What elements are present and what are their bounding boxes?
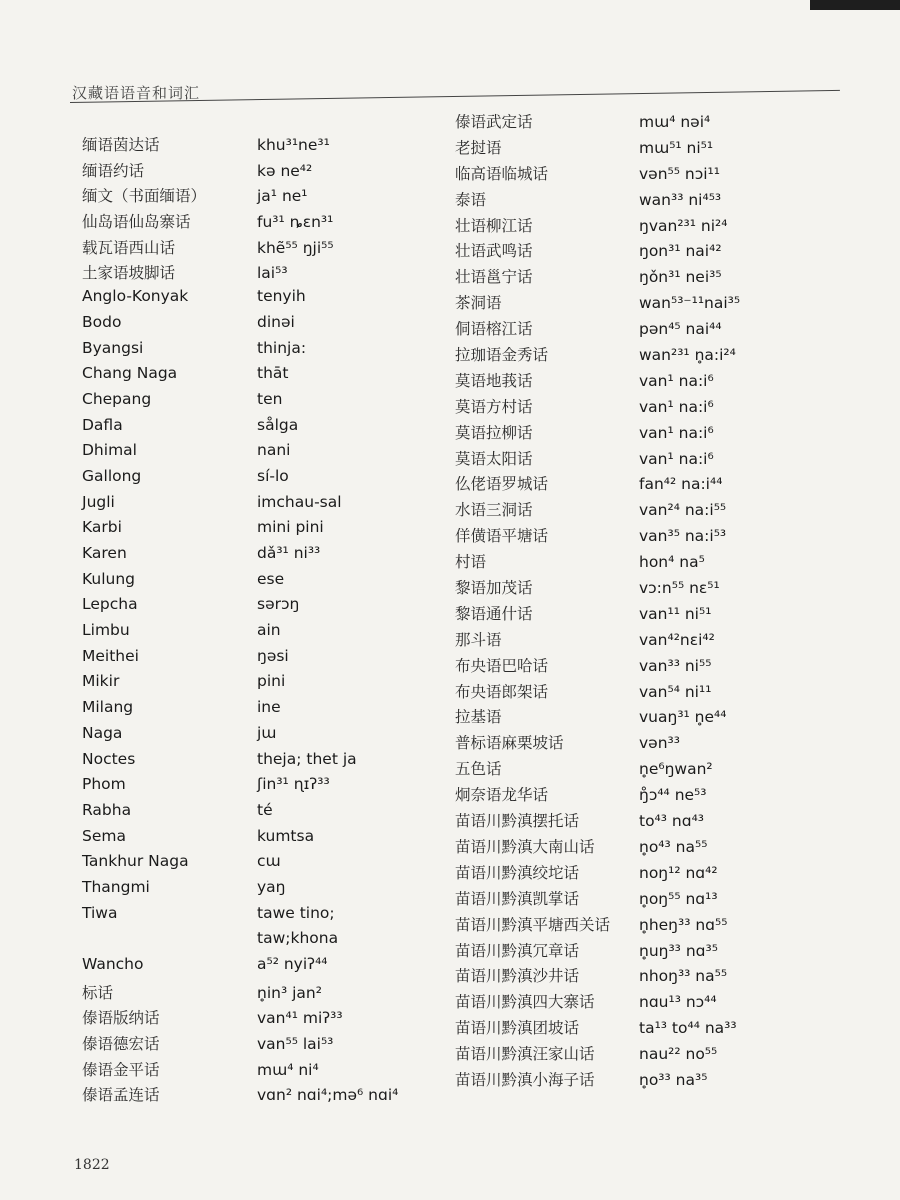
entry-row [455,1016,875,1042]
word-form: vən⁵⁵ nɔi¹¹ [639,164,720,183]
word-form: wan³³ ni⁴⁵³ [639,190,722,209]
word-form: imchau-sal [257,492,342,511]
language-name: 苗语川黔滇冗章话 [455,941,580,960]
word-form: mɯ⁴ nəi⁴ [639,113,711,131]
running-header: 汉藏语语音和词汇 [72,84,201,102]
language-name: 那斗语 [455,630,502,649]
language-name: Bodo [82,312,122,331]
word-form: taw;khona [257,929,339,948]
entry-row [82,647,427,673]
entry-row [455,964,875,990]
word-form: ŋ̊ɔ⁴⁴ ne⁵³ [639,786,707,805]
entry-row [82,364,427,390]
word-form: ŋon³¹ nai⁴² [639,242,722,261]
word-form: ʃin³¹ ɳɪʔ³³ [257,775,330,794]
word-form: cɯ [257,852,281,871]
word-form: fu³¹ ȵɛn³¹ [257,213,334,232]
entry-row [455,395,875,421]
word-form: van⁵⁴ ni¹¹ [639,682,712,701]
entry-row [82,313,427,339]
entry-row [455,990,875,1016]
language-name: Karen [82,544,127,562]
word-form: khẽ⁵⁵ ŋji⁵⁵ [257,238,334,257]
entry-row [82,1083,427,1109]
entry-row [82,621,427,647]
entry-row [455,602,875,628]
word-form: ŋvan²³¹ ni²⁴ [639,216,728,235]
entry-row [82,390,427,416]
entry-row [82,775,427,801]
entry-row [82,493,427,519]
language-name: Dhimal [82,441,137,460]
language-name: 土家语坡脚话 [82,264,176,283]
language-name: Wancho [82,955,144,973]
language-name: 缅文（书面缅语） [82,187,207,206]
entry-row [82,981,427,1007]
entry-row [82,1006,427,1032]
entry-row [82,441,427,467]
word-form: van³³ ni⁵⁵ [639,656,712,675]
entry-row [82,750,427,776]
language-name: Milang [82,698,134,717]
language-name: 傣语金平话 [82,1060,160,1079]
language-name: Mikir [82,672,120,691]
word-form: ŋəsi [257,646,289,665]
language-name: Chepang [82,389,152,408]
language-name: 侗语榕江话 [455,320,533,339]
language-name: 苗语川黔滇绞坨话 [455,863,580,882]
language-name: 老挝语 [455,138,502,157]
entry-row [455,369,875,395]
language-name: 壮语武鸣话 [455,242,533,261]
entry-row [82,184,427,210]
entry-row [455,317,875,343]
entry-row [82,210,427,236]
language-name: 苗语川黔滇团坡话 [455,1019,580,1038]
word-form: n̥in³ jan² [257,983,322,1002]
language-name: 苗语川黔滇四大寨话 [455,993,595,1012]
language-name: 傣语武定话 [455,113,533,131]
word-form: n̥uŋ³³ nɑ³⁵ [639,941,718,960]
word-form: van³⁵ na:i⁵³ [639,527,727,546]
word-form: sålga [257,415,299,434]
language-name: Tankhur Naga [82,852,189,871]
entry-row [455,705,875,731]
entry-row [455,188,875,214]
language-name: 苗语川黔滇小海子话 [455,1070,595,1089]
word-form: a⁵² nyiʔ⁴⁴ [257,955,328,973]
language-name: 载瓦语西山话 [82,238,176,257]
entry-row [82,287,427,313]
word-form: van¹ na:i⁶ [639,371,714,390]
entry-row [82,416,427,442]
word-form: pən⁴⁵ nai⁴⁴ [639,320,722,339]
word-form: thāt [257,364,289,383]
word-form: vuaŋ³¹ n̥e⁴⁴ [639,708,727,727]
language-name: 苗语川黔滇汪家山话 [455,1045,595,1064]
word-form: kumtsa [257,826,315,845]
language-name: 壮语邕宁话 [455,268,533,287]
language-name: 莫语太阳话 [455,449,533,468]
entry-row [455,524,875,550]
word-form: nani [257,441,291,460]
entry-row [455,783,875,809]
language-name: Jugli [82,492,115,511]
word-form: van⁴²nɛi⁴² [639,630,715,649]
entry-row [455,809,875,835]
language-name: 苗语川黔滇沙井话 [455,967,580,986]
entry-row [455,654,875,680]
language-name: 莫语方村话 [455,397,533,416]
entry-row [82,339,427,365]
word-form: ŋǒn³¹ nei³⁵ [639,268,722,287]
entry-row [455,628,875,654]
entry-row [455,110,875,136]
entry-row [455,939,875,965]
word-form: noŋ¹² nɑ⁴² [639,863,718,882]
entry-row [82,595,427,621]
entry-row [455,1068,875,1094]
language-name: Phom [82,775,126,794]
word-form: n̥heŋ³³ nɑ⁵⁵ [639,915,728,934]
word-form: yaŋ [257,877,286,896]
entry-row [455,731,875,757]
entry-row [82,929,427,955]
language-name: 苗语川黔滇平塘西关话 [455,915,611,934]
language-name: 傣语孟连话 [82,1086,160,1105]
language-name: 傣语版纳话 [82,1009,160,1028]
word-form: té [257,800,273,819]
language-name: 莫语地莪话 [455,371,533,390]
entry-row [82,801,427,827]
word-form: mɯ⁵¹ ni⁵¹ [639,138,714,157]
language-name: Tiwa [82,903,118,922]
entry-row [455,757,875,783]
word-form: n̥e⁶ŋwan² [639,760,713,779]
word-form: ta¹³ to⁴⁴ na³³ [639,1019,737,1038]
word-form: vɑn² nɑi⁴;mə⁶ nɑi⁴ [257,1086,399,1105]
language-name: 苗语川黔滇凯掌话 [455,889,580,908]
entry-row [455,136,875,162]
word-form: van¹¹ ni⁵¹ [639,604,712,623]
word-form: ten [257,389,283,408]
language-name: Thangmi [82,877,150,896]
entry-row [82,724,427,750]
language-name: 壮语柳江话 [455,216,533,235]
language-name: 炯奈语龙华话 [455,786,549,805]
entry-row [82,955,427,981]
entry-row [82,261,427,287]
word-form: fan⁴² na:i⁴⁴ [639,475,723,494]
language-name: 黎语通什话 [455,604,533,623]
word-form: jɯ [257,723,277,742]
word-form: sərɔŋ [257,595,300,614]
entry-row [82,467,427,493]
word-form: ine [257,698,281,717]
language-name: 水语三洞话 [455,501,533,520]
language-name: Dafla [82,415,123,434]
language-name: 临高语临城话 [455,164,549,183]
entry-row [82,236,427,262]
word-form: van¹ na:i⁶ [639,449,714,468]
entry-row [82,698,427,724]
language-name: Meithei [82,646,139,665]
language-name: Byangsi [82,338,144,357]
entry-row [455,887,875,913]
entry-row [455,291,875,317]
entry-row [82,570,427,596]
entry-row [455,861,875,887]
language-name: 仙岛语仙岛寨话 [82,213,191,232]
entry-row [455,214,875,240]
word-form: sí-lo [257,466,289,485]
language-name: 傣语德宏话 [82,1035,160,1054]
language-name: 村语 [455,553,487,572]
page-corner-mark [810,0,900,10]
word-form: n̥o⁴³ na⁵⁵ [639,837,708,856]
language-name: 黎语加茂话 [455,579,533,598]
word-form: n̥oŋ⁵⁵ nɑ¹³ [639,889,718,908]
word-form: theja; thet ja [257,749,357,768]
language-name: Limbu [82,621,130,640]
entry-row [455,835,875,861]
word-form: van¹ na:i⁶ [639,423,714,442]
language-name: 仫佬语罗城话 [455,475,549,494]
word-form: dǎ³¹ ni³³ [257,544,321,562]
right-column [455,110,875,1094]
word-form: nɑu¹³ nɔ⁴⁴ [639,993,717,1012]
word-form: wan⁵³⁻¹¹nai³⁵ [639,294,741,313]
entry-row [82,827,427,853]
language-name: 普标语麻栗坡话 [455,734,564,753]
language-name: Anglo-Konyak [82,287,189,306]
word-form: nhoŋ³³ na⁵⁵ [639,967,728,986]
word-form: to⁴³ nɑ⁴³ [639,812,705,831]
word-form: ese [257,569,285,588]
word-form: ja¹ ne¹ [257,187,308,206]
language-name: Rabha [82,800,132,819]
word-form: pini [257,672,286,691]
word-form: hon⁴ na⁵ [639,553,705,572]
language-name: Naga [82,723,123,742]
entry-row [82,904,427,930]
language-name: 布央语郎架话 [455,682,549,701]
word-form: n̥o³³ na³⁵ [639,1070,708,1089]
word-form: dinəi [257,312,295,331]
entry-row [82,1032,427,1058]
word-form: thinja: [257,338,307,357]
entry-row [82,1058,427,1084]
entry-row [82,672,427,698]
entry-row [455,239,875,265]
language-name: 标话 [82,983,114,1002]
word-form: vən³³ [639,734,680,753]
entry-row [455,265,875,291]
entry-row [455,576,875,602]
word-form: mini pini [257,518,324,537]
language-name: 茶洞语 [455,294,502,313]
entry-row [82,133,427,159]
word-form: van²⁴ na:i⁵⁵ [639,501,727,520]
language-name: 莫语拉柳话 [455,423,533,442]
word-form: lai⁵³ [257,264,288,283]
word-form: tenyih [257,287,306,306]
word-form: ain [257,621,281,640]
left-column [82,133,427,1109]
word-form: van⁴¹ miʔ³³ [257,1009,343,1028]
entry-row [82,544,427,570]
language-name: 五色话 [455,760,502,779]
language-name: 拉珈语金秀话 [455,346,549,365]
word-form: vɔ:n⁵⁵ nɛ⁵¹ [639,579,720,598]
entry-row [455,550,875,576]
word-form: tawe tino; [257,903,335,922]
page-number: 1822 [74,1157,110,1173]
entry-row [455,343,875,369]
language-name: Sema [82,826,126,845]
language-name: Noctes [82,749,136,768]
word-form: van¹ na:i⁶ [639,397,714,416]
language-name: 缅语约话 [82,161,145,180]
language-name: 佯僙语平塘话 [455,527,549,546]
language-name: 拉基语 [455,708,502,727]
entry-row [82,159,427,185]
word-form: mɯ⁴ ni⁴ [257,1060,319,1079]
entry-row [455,498,875,524]
word-form: wan²³¹ n̥a:i²⁴ [639,346,736,365]
language-name: 布央语巴哈话 [455,656,549,675]
entry-row [455,421,875,447]
word-form: nau²² no⁵⁵ [639,1045,718,1064]
entry-row [455,447,875,473]
entry-row [455,913,875,939]
language-name: Chang Naga [82,364,178,383]
language-name: Karbi [82,518,122,537]
language-name: 苗语川黔滇大南山话 [455,837,595,856]
word-form: khu³¹ne³¹ [257,136,330,154]
language-name: 缅语茵达话 [82,136,160,154]
entry-row [455,162,875,188]
entry-row [455,472,875,498]
entry-row [82,878,427,904]
entry-row [455,680,875,706]
entry-row [82,852,427,878]
entry-row [455,1042,875,1068]
word-form: kə ne⁴² [257,161,313,180]
language-name: 苗语川黔滇摆托话 [455,812,580,831]
language-name: Lepcha [82,595,138,614]
word-form: van⁵⁵ lai⁵³ [257,1035,334,1054]
language-name: Gallong [82,466,142,485]
language-name: Kulung [82,569,136,588]
entry-row [82,518,427,544]
language-name: 泰语 [455,190,487,209]
